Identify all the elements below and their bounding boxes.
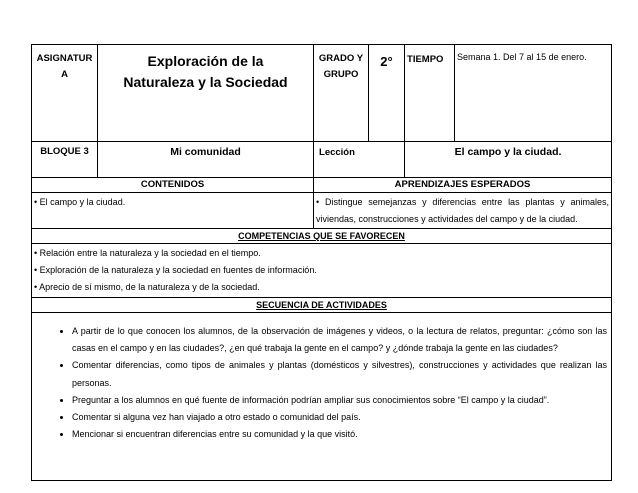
secuencia-heading: SECUENCIA DE ACTIVIDADES <box>32 298 612 313</box>
bloque-label <box>32 142 98 178</box>
competencias-cell <box>32 244 612 298</box>
activity-item: • Comentar diferencias, como tipos de animales y plantas (domésticos y silvestres), construcciones y actividades que realizan las personas. <box>72 357 609 391</box>
grado-value: 2° <box>369 45 405 142</box>
contenidos-item: • El campo y la ciudad. <box>34 197 126 207</box>
grado-grupo-label: GRADO Y GRUPO <box>314 45 369 142</box>
competencias-heading: COMPETENCIAS QUE SE FAVORECEN <box>32 229 612 244</box>
activity-item: • Preguntar a los alumnos en qué fuente de información podrían ampliar sus conocimientos sobre “El campo y la ciudad”. <box>72 392 609 409</box>
leccion-title: El campo y la ciudad. <box>405 142 612 178</box>
aprendizajes-heading: APRENDIZAJES ESPERADOS <box>314 178 612 193</box>
activity-item: • Mencionar si encuentran diferencias entre su comunidad y la que visitó. <box>72 426 609 443</box>
aprendizajes-cell <box>314 193 612 229</box>
aprendizajes-item: • Distingue semejanzas y diferencias entre las plantas y animales, viviendas, construcciones y actividades del campo y de la ciudad. <box>316 197 610 224</box>
competencia-item: • Aprecio de sí mismo, de la naturaleza y de la sociedad. <box>34 282 260 292</box>
secuencia-cell <box>32 313 612 481</box>
activity-item: • Comentar si alguna vez han viajado a otro estado o comunidad del país. <box>72 409 609 426</box>
lesson-plan <box>31 44 611 481</box>
subject-title: Exploración de la Naturaleza y la Sociedad <box>98 45 314 142</box>
asignatura-label: ASIGNATURA <box>32 45 98 142</box>
lesson-plan-table <box>31 44 612 481</box>
secuencia-list <box>34 323 609 443</box>
bloque-label-text: BLOQUE 3 <box>40 146 89 157</box>
tiempo-label: TIEMPO <box>405 45 455 142</box>
competencia-item: • Relación entre la naturaleza y la sociedad en el tiempo. <box>34 248 261 258</box>
tiempo-value: Semana 1. Del 7 al 15 de enero. <box>455 45 612 142</box>
leccion-label: Lección <box>314 142 405 178</box>
contenidos-cell <box>32 193 314 229</box>
contenidos-heading: CONTENIDOS <box>32 178 314 193</box>
activity-item: • A partir de lo que conocen los alumnos, de la observación de imágenes y videos, o la lectura de relatos, preguntar: ¿cómo son las casas en el campo y en las ciudades?, ¿en qué trabaja la gente en el campo? y ¿dónde trabaja la gente en las ciudades? <box>72 323 609 357</box>
competencia-item: • Exploración de la naturaleza y la sociedad en fuentes de información. <box>34 265 317 275</box>
bloque-title: Mi comunidad <box>98 142 314 178</box>
